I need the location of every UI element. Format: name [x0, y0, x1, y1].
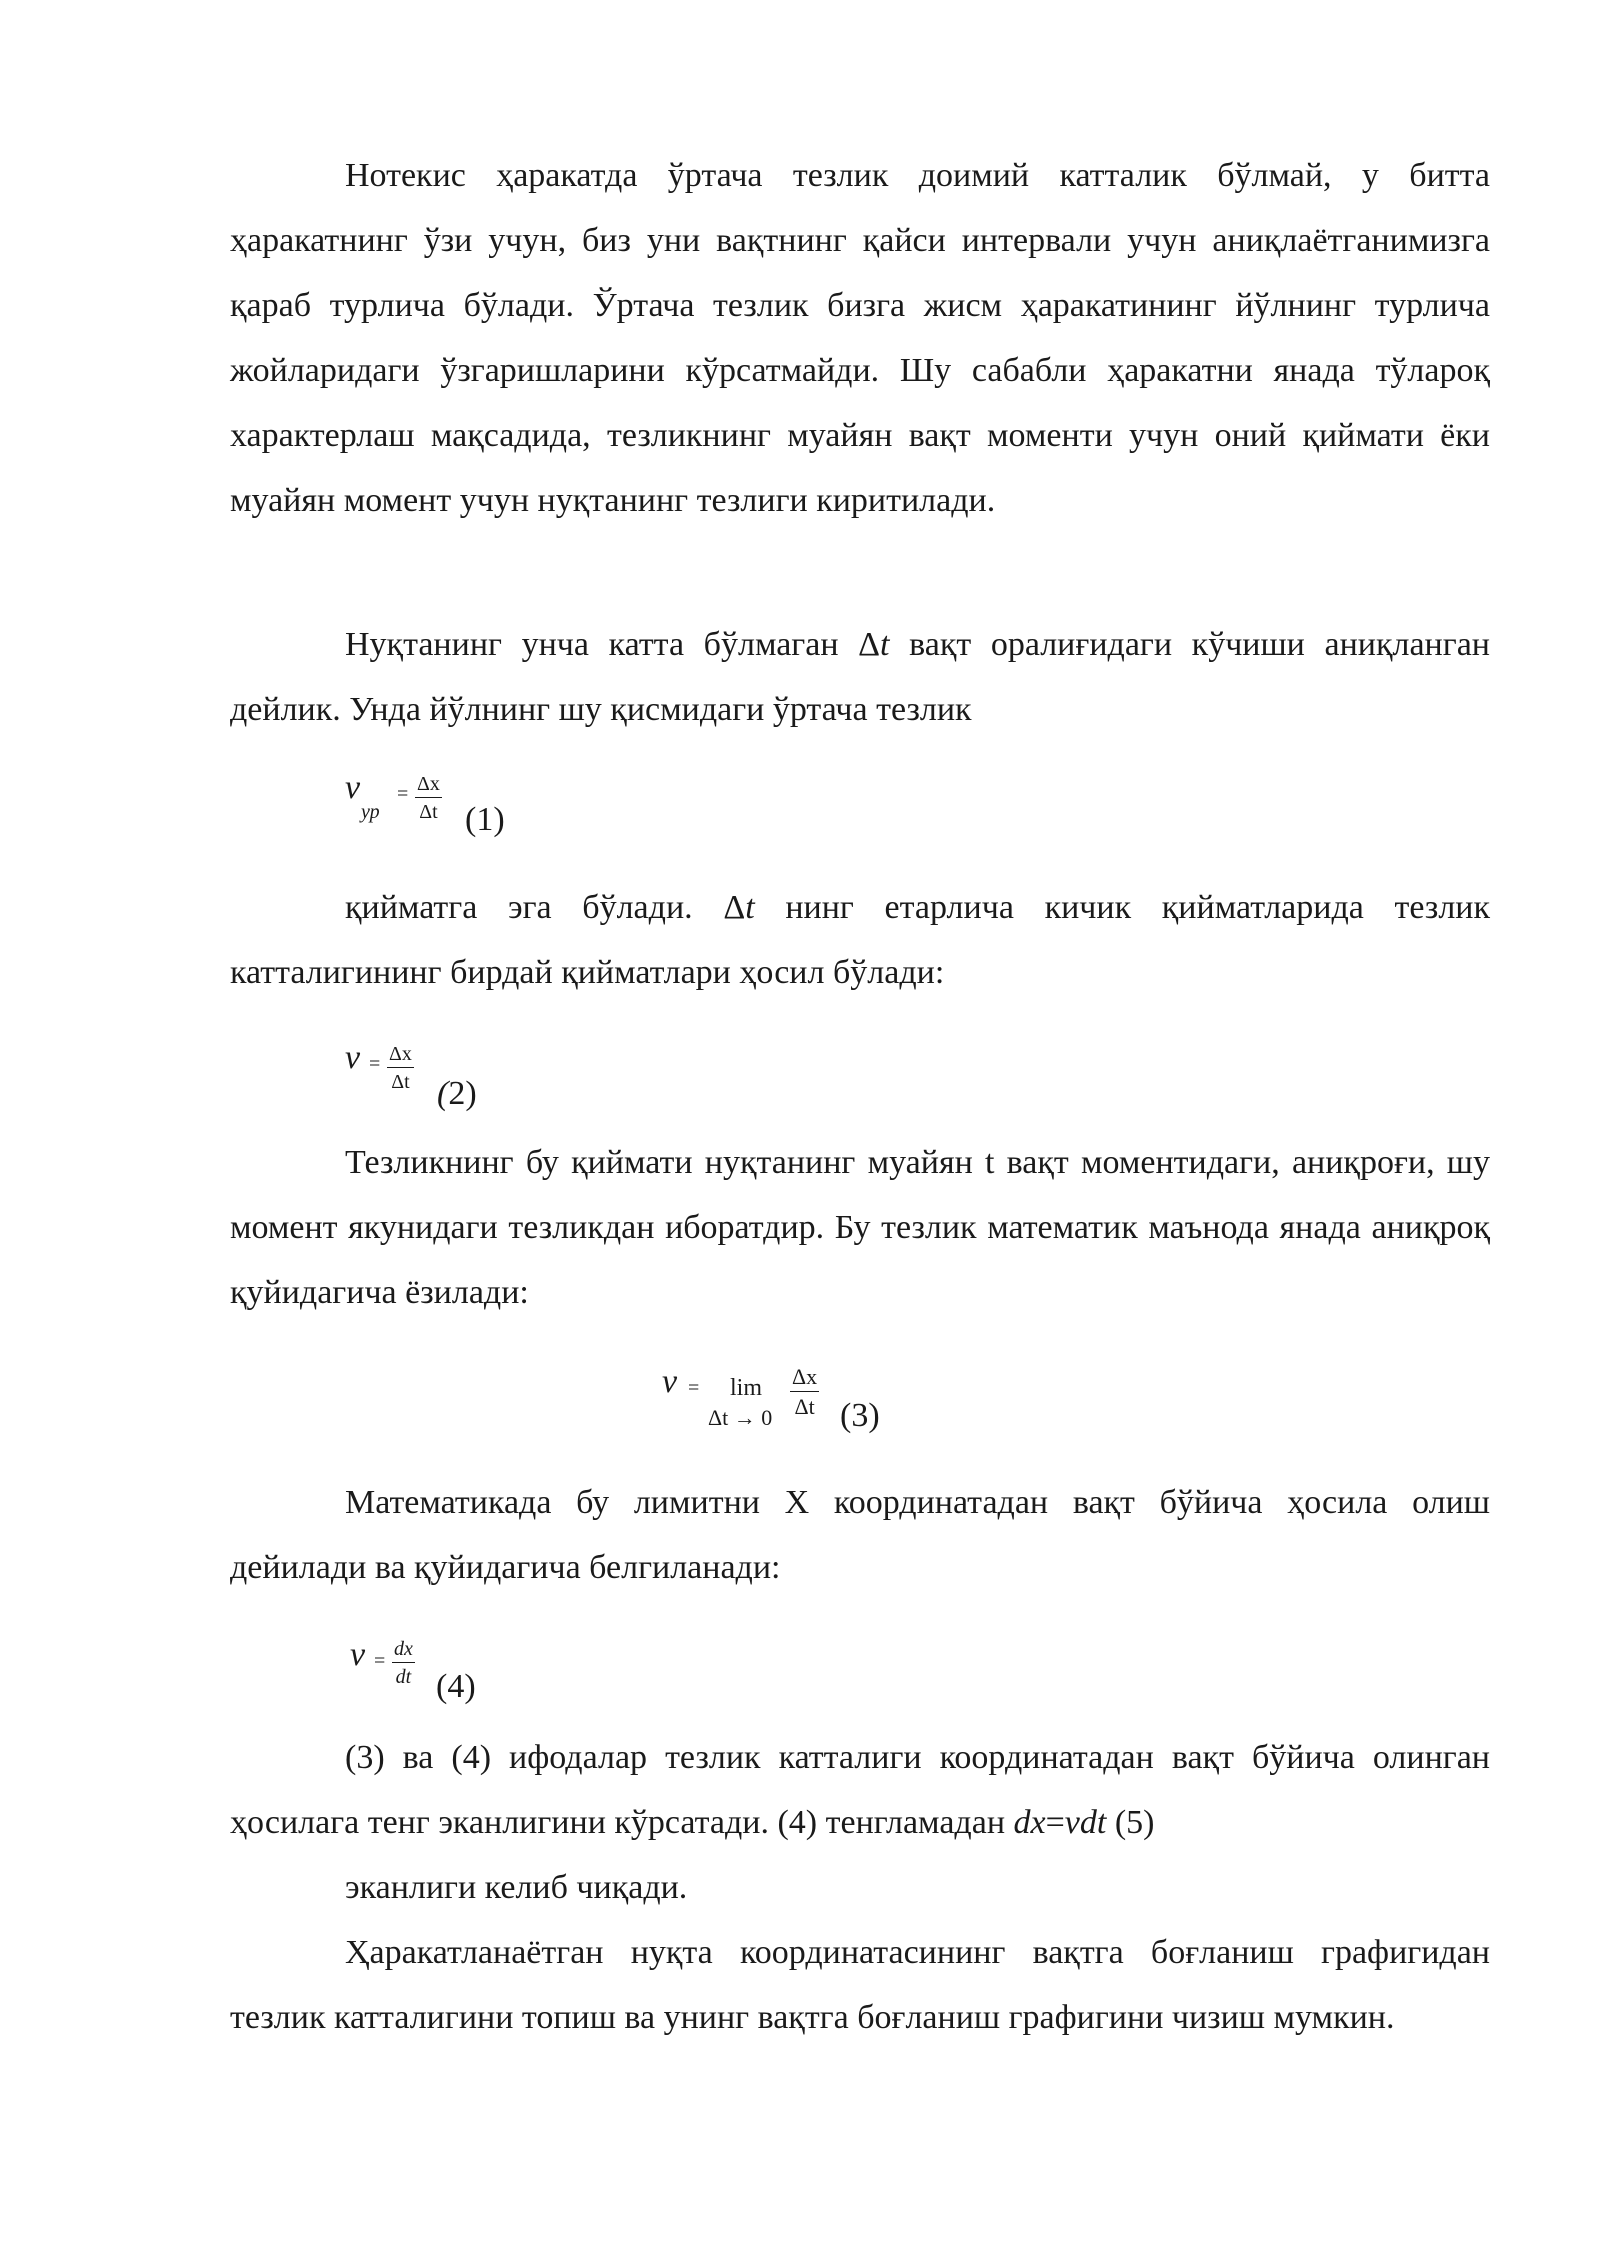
- variable-t: t: [745, 889, 755, 926]
- paragraph-4: [230, 1130, 1490, 1325]
- formula-3-equals: =: [688, 1377, 700, 1399]
- paragraph-2: [230, 612, 1490, 742]
- formula-1-fraction: [415, 773, 442, 823]
- paragraph-3-text-b: нинг етарлича кичик қийматларида тезлик катталигининг бирдай қийматлари ҳосил бўлади:: [230, 889, 1491, 991]
- paragraph-7: [345, 1855, 687, 1920]
- formula-3-label: (3): [840, 1397, 880, 1434]
- paragraph-4-text: Тезликнинг бу қиймати нуқтанинг муайян t вақт моментидаги, аниқроғи, шу момент якунидаги тезликдан иборатдир. Бу тезлик математик маънода янада аниқроқ қуйидагича ёзилади:: [230, 1144, 1490, 1311]
- formula-2-numerator: Δx: [387, 1043, 414, 1068]
- formula-1-numerator: Δx: [415, 773, 442, 798]
- formula-2-label-rest: 2): [448, 1075, 477, 1112]
- formula-2-equals: =: [369, 1053, 381, 1075]
- formula-1-label: (1): [465, 801, 505, 838]
- formula-3-fraction: [790, 1365, 819, 1419]
- formula-2-denominator: Δt: [391, 1071, 410, 1093]
- formula-4-fraction: [392, 1638, 415, 1688]
- paragraph-5-text: Математикада бу лимитни X координатадан вақт бўйича ҳосила олиш дейилади ва қуйидагича белгиланади:: [230, 1484, 1490, 1586]
- formula-3-limit-subscript: Δt → 0: [708, 1405, 773, 1430]
- formula-3-lim: lim: [730, 1375, 763, 1401]
- equation-5-equals: =: [1045, 1804, 1065, 1841]
- paragraph-6: [230, 1725, 1490, 1855]
- formula-3: [660, 1365, 920, 1455]
- formula-2: [345, 1039, 545, 1115]
- formula-4-denominator: dt: [395, 1666, 412, 1688]
- equation-5-dx: dx: [1013, 1804, 1046, 1841]
- formula-3-denominator: Δt: [794, 1394, 815, 1419]
- formula-4-label: (4): [436, 1668, 476, 1705]
- formula-1-v: v: [345, 769, 361, 806]
- formula-4: [350, 1636, 510, 1710]
- formula-2-v: v: [345, 1039, 361, 1076]
- formula-2-fraction: [387, 1043, 414, 1093]
- formula-1-equals: =: [397, 783, 409, 805]
- formula-1-denominator: Δt: [419, 801, 438, 823]
- formula-4-v: v: [350, 1636, 366, 1673]
- paragraph-8-text: Ҳаракатланаётган нуқта координатасининг вақтга боғланиш графигидан тезлик катталигини топиш ва унинг вақтга боғланиш графигини чизиш мумкин.: [230, 1934, 1490, 2036]
- paragraph-3-text-a: қийматга эга бўлади.: [345, 889, 724, 926]
- formula-4-equals: =: [374, 1650, 386, 1672]
- formula-2-label: [437, 1075, 477, 1113]
- formula-1-subscript: ур: [361, 801, 380, 823]
- formula-1: [345, 769, 565, 845]
- delta-symbol: Δ: [858, 626, 881, 663]
- equation-5-vdt: vdt: [1064, 1804, 1107, 1841]
- paragraph-2-text-b: вақт оралиғидаги кўчиши аниқланган дейлик. Унда йўлнинг шу қисмидаги ўртача тезлик: [230, 626, 1490, 728]
- paragraph-1: [230, 143, 1490, 533]
- paragraph-2-text-a: Нуқтанинг унча катта бўлмаган: [345, 626, 859, 663]
- delta-symbol: Δ: [723, 889, 746, 926]
- equation-5-label: (5): [1106, 1804, 1155, 1841]
- paragraph-8: [230, 1920, 1490, 2050]
- formula-4-numerator: dx: [392, 1638, 415, 1663]
- variable-t: t: [880, 626, 890, 663]
- paragraph-3: [230, 875, 1490, 1005]
- paragraph-7-text: эканлиги келиб чиқади.: [345, 1869, 688, 1906]
- paragraph-1-text: Нотекис ҳаракатда ўртача тезлик доимий катталик бўлмай, у битта ҳаракатнинг ўзи учун, биз уни вақтнинг қайси интервали учун аниқлаётганимизга қараб турлича бўлади. Ўртача тезлик бизга жисм ҳаракатининг йўлнинг турлича жойларидаги ўзгаришларини кўрсатмайди. Шу сабабли ҳаракатни янада тўлароқ характерлаш мақсадида, тезликнинг муайян вақт моменти учун оний қиймати ёки муайян момент учун нуқтанинг тезлиги киритилади.: [230, 157, 1490, 519]
- formula-3-numerator: Δx: [790, 1365, 819, 1392]
- formula-2-label-paren: (: [437, 1075, 449, 1112]
- formula-3-v: v: [662, 1363, 678, 1400]
- paragraph-6-text: (3) ва (4) ифодалар тезлик катталиги координатадан вақт бўйича олинган ҳосилага тенг эканлигини кўрсатади. (4) тенгламадан: [230, 1739, 1490, 1841]
- paragraph-5: [230, 1470, 1490, 1600]
